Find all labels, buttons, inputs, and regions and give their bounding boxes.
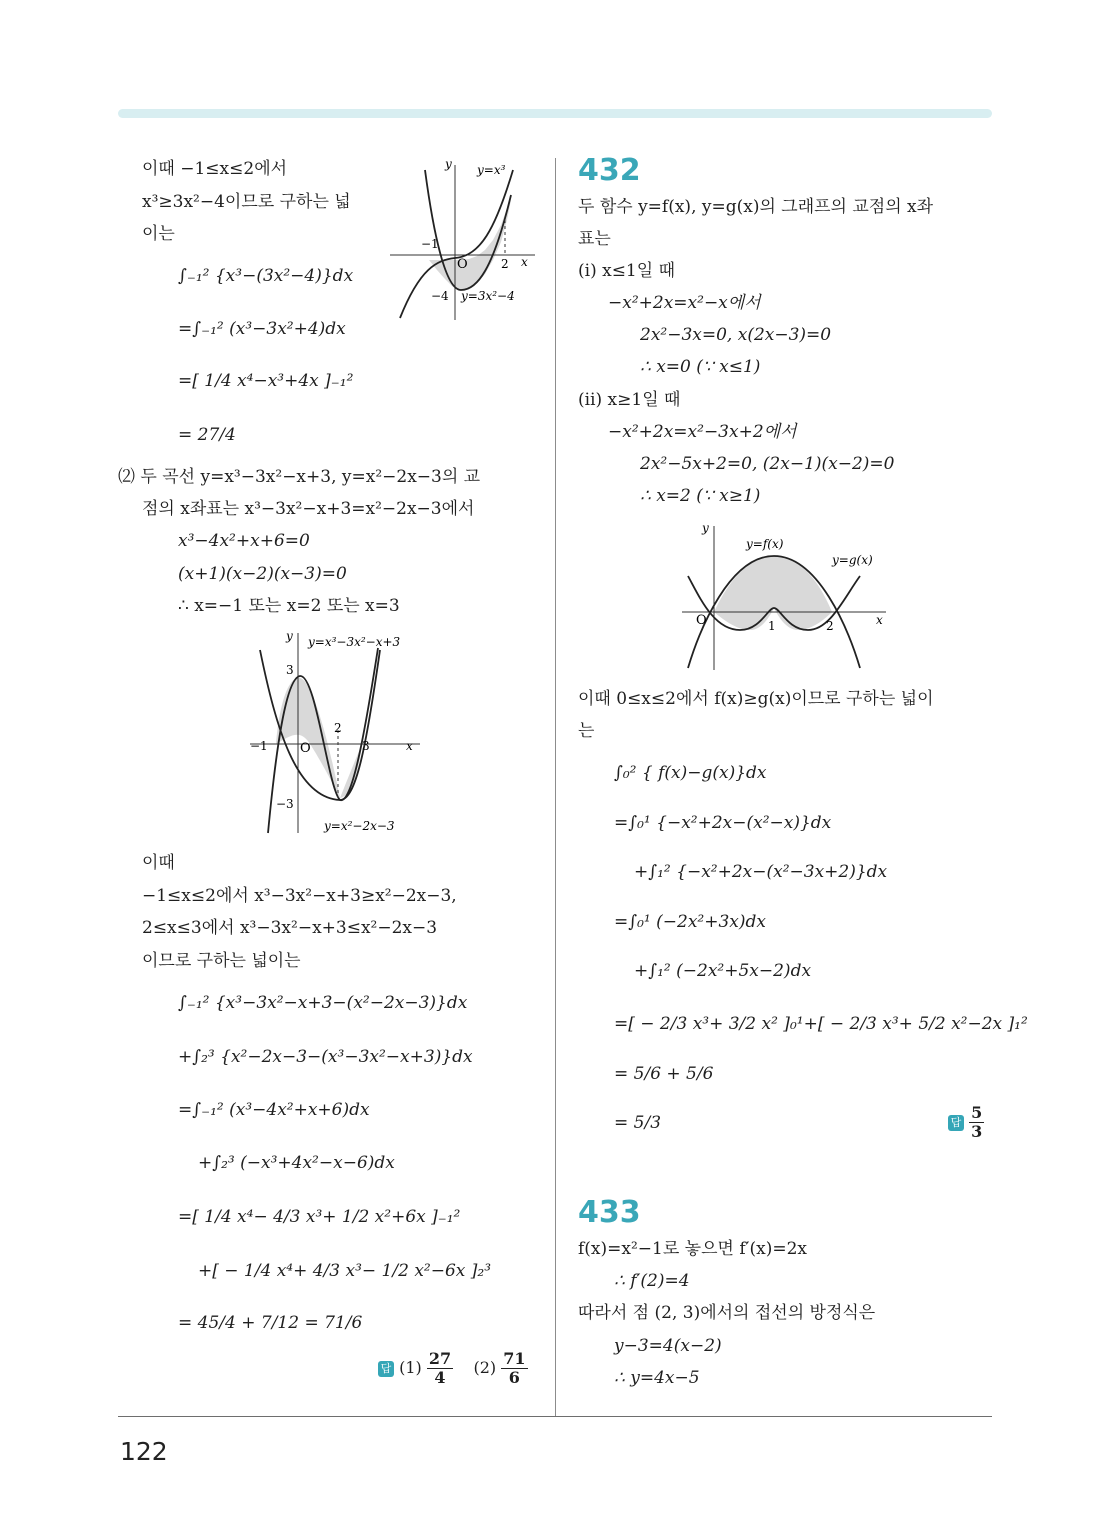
math-line: =∫₋₁² (x³−3x²+4)dx bbox=[178, 319, 346, 339]
fraction-numerator: 71 bbox=[503, 1349, 526, 1368]
text-line: 이므로 구하는 넓이는 bbox=[142, 951, 301, 971]
math-line: (x+1)(x−2)(x−3)=0 bbox=[178, 564, 347, 584]
math-line: = 45/4 + 7/12 = 71/6 bbox=[178, 1313, 363, 1333]
axis-label-y: y bbox=[445, 157, 452, 171]
tick-label: −1 bbox=[421, 237, 439, 251]
math-line: y−3=4(x−2) bbox=[614, 1336, 722, 1356]
tick-label: 3 bbox=[362, 739, 370, 753]
math-line: ∫₋₁² {x³−(3x²−4)}dx bbox=[178, 266, 354, 286]
math-line: +∫₂³ {x²−2x−3−(x³−3x²−x+3)}dx bbox=[178, 1047, 473, 1067]
math-line: +[ − 1/4 x⁴+ 4/3 x³− 1/2 x²−6x ]₂³ bbox=[198, 1261, 492, 1281]
fraction-denominator: 6 bbox=[508, 1368, 520, 1387]
text-line: 이는 bbox=[142, 224, 175, 244]
text-line: 2≤x≤3에서 x³−3x²−x+3≤x²−2x−3 bbox=[142, 918, 438, 938]
curve-label: y=x²−2x−3 bbox=[324, 819, 395, 833]
math-line: =[ 1/4 x⁴− 4/3 x³+ 1/2 x²+6x ]₋₁² bbox=[178, 1207, 461, 1227]
origin-label: O bbox=[696, 613, 707, 628]
math-line: =∫₀¹ (−2x²+3x)dx bbox=[614, 912, 766, 932]
text-line: ⑵ 두 곡선 y=x³−3x²−x+3, y=x²−2x−3의 교 bbox=[118, 467, 481, 487]
fraction-numerator: 27 bbox=[428, 1349, 452, 1368]
text-line: 이때 bbox=[142, 853, 175, 873]
math-line: x³−4x²+x+6=0 bbox=[178, 531, 310, 551]
tick-label: 2 bbox=[501, 257, 509, 271]
curve-label: y=3x²−4 bbox=[461, 289, 515, 303]
text-line: −1≤x≤2에서 x³−3x²−x+3≥x²−2x−3, bbox=[142, 886, 457, 906]
math-line: =[ − 2/3 x³+ 3/2 x² ]₀¹+[ − 2/3 x³+ 5/2 x²−2x ]₁² bbox=[614, 1014, 1028, 1034]
page-number: 122 bbox=[120, 1437, 168, 1466]
fraction-denominator: 3 bbox=[971, 1122, 983, 1141]
math-line: ∴ x=0 (∵ x≤1) bbox=[640, 357, 761, 377]
answer-fraction bbox=[969, 1104, 984, 1141]
top-decorative-bar bbox=[118, 109, 992, 118]
answer-part1-label: (1) bbox=[399, 1358, 422, 1377]
math-line: =[ 1/4 x⁴−x³+4x ]₋₁² bbox=[178, 371, 354, 391]
curve-label: y=x³ bbox=[477, 163, 506, 177]
math-line: ∴ y=4x−5 bbox=[614, 1368, 700, 1388]
graph-two-curves bbox=[240, 628, 440, 838]
math-line: ∫₀² { f(x)−g(x)}dx bbox=[614, 763, 767, 783]
origin-label: O bbox=[457, 257, 468, 272]
math-line: 2x²−5x+2=0, (2x−1)(x−2)=0 bbox=[640, 454, 895, 474]
curve-label: y=x³−3x²−x+3 bbox=[308, 635, 401, 649]
footer-rule bbox=[118, 1416, 992, 1417]
axis-label-y: y bbox=[286, 629, 293, 643]
math-line: = 5/3 bbox=[614, 1113, 662, 1133]
problem-number-432: 432 bbox=[578, 153, 641, 188]
math-line: =∫₋₁² (x³−4x²+x+6)dx bbox=[178, 1100, 370, 1120]
math-line: +∫₂³ (−x³+4x²−x−6)dx bbox=[198, 1153, 395, 1173]
problem-number-433: 433 bbox=[578, 1195, 641, 1230]
axis-label-y: y bbox=[702, 521, 709, 535]
answer-fraction bbox=[427, 1350, 453, 1387]
answer-block-431 bbox=[378, 1350, 528, 1387]
graph-cubic-vs-quadratic bbox=[385, 150, 545, 330]
axis-label-x: x bbox=[876, 613, 883, 627]
text-line: 점의 x좌표는 x³−3x²−x+3=x²−2x−3에서 bbox=[142, 499, 475, 519]
math-line: +∫₁² (−2x²+5x−2)dx bbox=[634, 961, 812, 981]
text-line: 따라서 점 (2, 3)에서의 접선의 방정식은 bbox=[578, 1303, 876, 1323]
fraction-denominator: 4 bbox=[434, 1368, 446, 1387]
curve-label: y=g(x) bbox=[832, 553, 873, 567]
math-line: = 5/6 + 5/6 bbox=[614, 1064, 714, 1084]
math-line: ∴ x=2 (∵ x≥1) bbox=[640, 486, 761, 506]
math-line: ∫₋₁² {x³−3x²−x+3−(x²−2x−3)}dx bbox=[178, 993, 468, 1013]
column-divider bbox=[555, 158, 556, 1416]
answer-badge: 답 bbox=[948, 1115, 964, 1131]
curve-label: y=f(x) bbox=[746, 537, 784, 551]
text-line: 표는 bbox=[578, 229, 611, 249]
text-line: 두 함수 y=f(x), y=g(x)의 그래프의 교점의 x좌 bbox=[578, 197, 934, 217]
answer-fraction bbox=[501, 1350, 527, 1387]
answer-part2-label: (2) bbox=[473, 1358, 497, 1377]
fraction-numerator: 5 bbox=[971, 1103, 983, 1122]
math-line: −x²+2x=x²−x에서 bbox=[608, 293, 761, 313]
text-line: (ⅰ) x≤1일 때 bbox=[578, 261, 676, 281]
tick-label: −1 bbox=[250, 739, 268, 753]
answer-badge: 답 bbox=[378, 1361, 394, 1377]
tick-label: 2 bbox=[826, 619, 834, 633]
math-line: +∫₁² {−x²+2x−(x²−3x+2)}dx bbox=[634, 862, 888, 882]
shaded-region bbox=[276, 678, 340, 798]
answer-block-432 bbox=[948, 1104, 984, 1141]
text-line: 이때 −1≤x≤2에서 bbox=[142, 159, 288, 179]
graph-f-and-g bbox=[680, 518, 890, 673]
text-line: (ⅱ) x≥1일 때 bbox=[578, 390, 681, 410]
math-line: = 27/4 bbox=[178, 425, 236, 445]
tick-label: 3 bbox=[286, 663, 294, 677]
tick-label: 1 bbox=[768, 619, 776, 633]
tick-label: −4 bbox=[431, 289, 449, 303]
axis-label-x: x bbox=[406, 739, 413, 753]
math-line: −x²+2x=x²−3x+2에서 bbox=[608, 422, 797, 442]
math-line: 2x²−3x=0, x(2x−3)=0 bbox=[640, 325, 832, 345]
text-line: f(x)=x²−1로 놓으면 f′(x)=2x bbox=[578, 1239, 807, 1259]
origin-label: O bbox=[300, 741, 311, 756]
math-line: =∫₀¹ {−x²+2x−(x²−x)}dx bbox=[614, 813, 832, 833]
tick-label: −3 bbox=[276, 797, 294, 811]
text-line: 는 bbox=[578, 721, 595, 741]
axis-label-x: x bbox=[521, 255, 528, 269]
math-line: ∴ f′(2)=4 bbox=[614, 1271, 690, 1291]
text-line: ∴ x=−1 또는 x=2 또는 x=3 bbox=[178, 596, 400, 616]
text-line: 이때 0≤x≤2에서 f(x)≥g(x)이므로 구하는 넓이 bbox=[578, 689, 934, 709]
text-line: x³≥3x²−4이므로 구하는 넓 bbox=[142, 192, 351, 212]
tick-label: 2 bbox=[334, 721, 342, 735]
